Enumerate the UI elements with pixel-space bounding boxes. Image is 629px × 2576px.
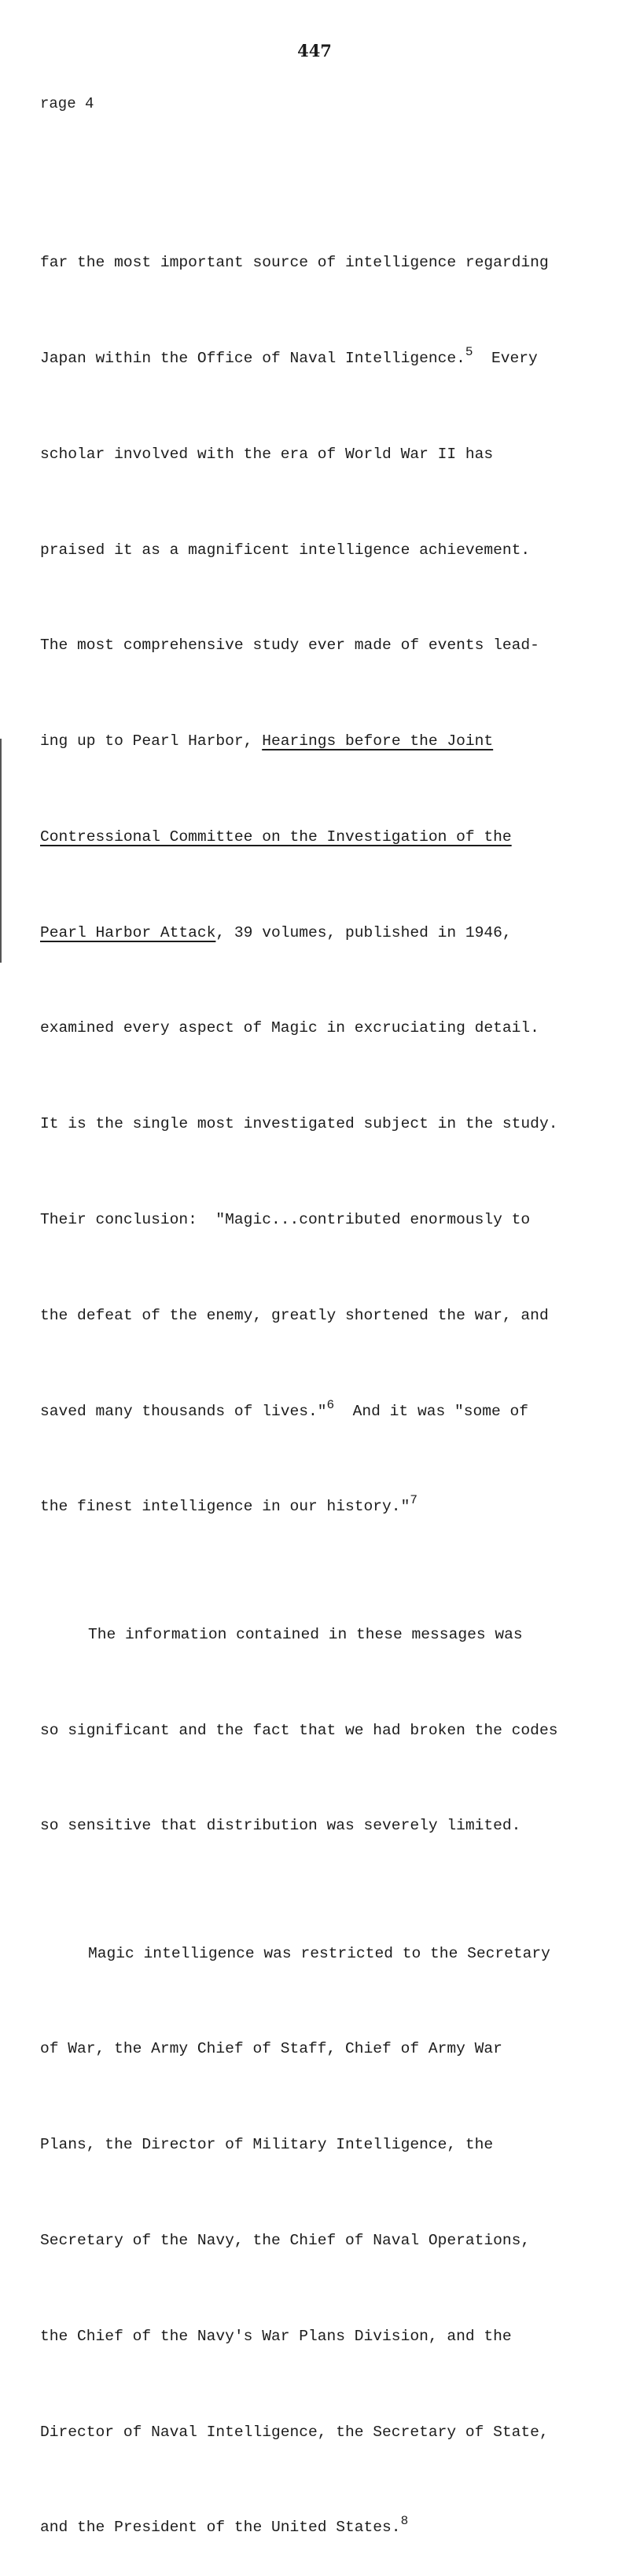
document-body [40,183,590,2576]
text-line: It is the single most investigated subject in the study. [40,1115,558,1133]
text-line [40,1396,590,1428]
text-line: far the most important source of intelligence regarding [40,254,549,272]
text-line [40,917,590,949]
text-line [40,343,590,375]
text-line: Director of Naval Intelligence, the Secretary of State, [40,2423,549,2441]
text-line: Plans, the Director of Military Intelligence, the [40,2136,494,2154]
text-span: Japan within the Office of Naval Intelligence. [40,349,465,367]
text-line: of War, the Army Chief of Staff, Chief of Army War [40,2040,502,2058]
text-line: Secretary of the Navy, the Chief of Naval Operations, [40,2232,531,2249]
page-number: 447 [297,41,332,61]
text-span: and the President of the United States. [40,2519,401,2537]
text-span: And it was "some of [334,1402,529,1420]
text-line: so sensitive that distribution was severely limited. [40,1817,521,1835]
footnote-ref: 7 [410,1493,417,1508]
text-line: the defeat of the enemy, greatly shortened the war, and [40,1306,549,1324]
text-span: Every [473,349,538,367]
text-line [40,725,590,758]
footnote-ref: 8 [400,2514,409,2529]
underlined-title: Contressional Committee on the Investigation of the [40,827,512,846]
text-line: The information contained in these messages was [88,1625,523,1643]
underlined-title: Pearl Harbor Attack [40,923,216,941]
text-line [40,2512,590,2544]
text-span: , 39 volumes, published in 1946, [215,923,512,941]
text-line: Their conclusion: "Magic...contributed enormously to [40,1211,531,1228]
text-line: examined every aspect of Magic in excruciating detail. [40,1019,539,1037]
text-line: Magic intelligence was restricted to the Secretary [88,1944,550,1962]
page-label: rage 4 [40,95,94,112]
footnote-ref: 6 [326,1397,335,1412]
text-line: The most comprehensive study ever made of events lead- [40,637,539,655]
scan-margin-line [0,739,2,963]
text-span: ing up to Pearl Harbor, [40,732,263,750]
text-span: the finest intelligence in our history." [40,1498,410,1516]
text-line: so significant and the fact that we had broken the codes [40,1721,558,1739]
underlined-title: Hearings before the Joint [262,732,494,750]
text-line: the Chief of the Navy's War Plans Division, and the [40,2327,512,2345]
text-line: praised it as a magnificent intelligence achievement. [40,541,531,559]
text-line [40,821,590,853]
text-span: saved many thousands of lives." [40,1402,327,1420]
footnote-ref: 5 [465,344,473,359]
text-line: scholar involved with the era of World War II has [40,445,494,463]
text-line [40,1491,590,1523]
